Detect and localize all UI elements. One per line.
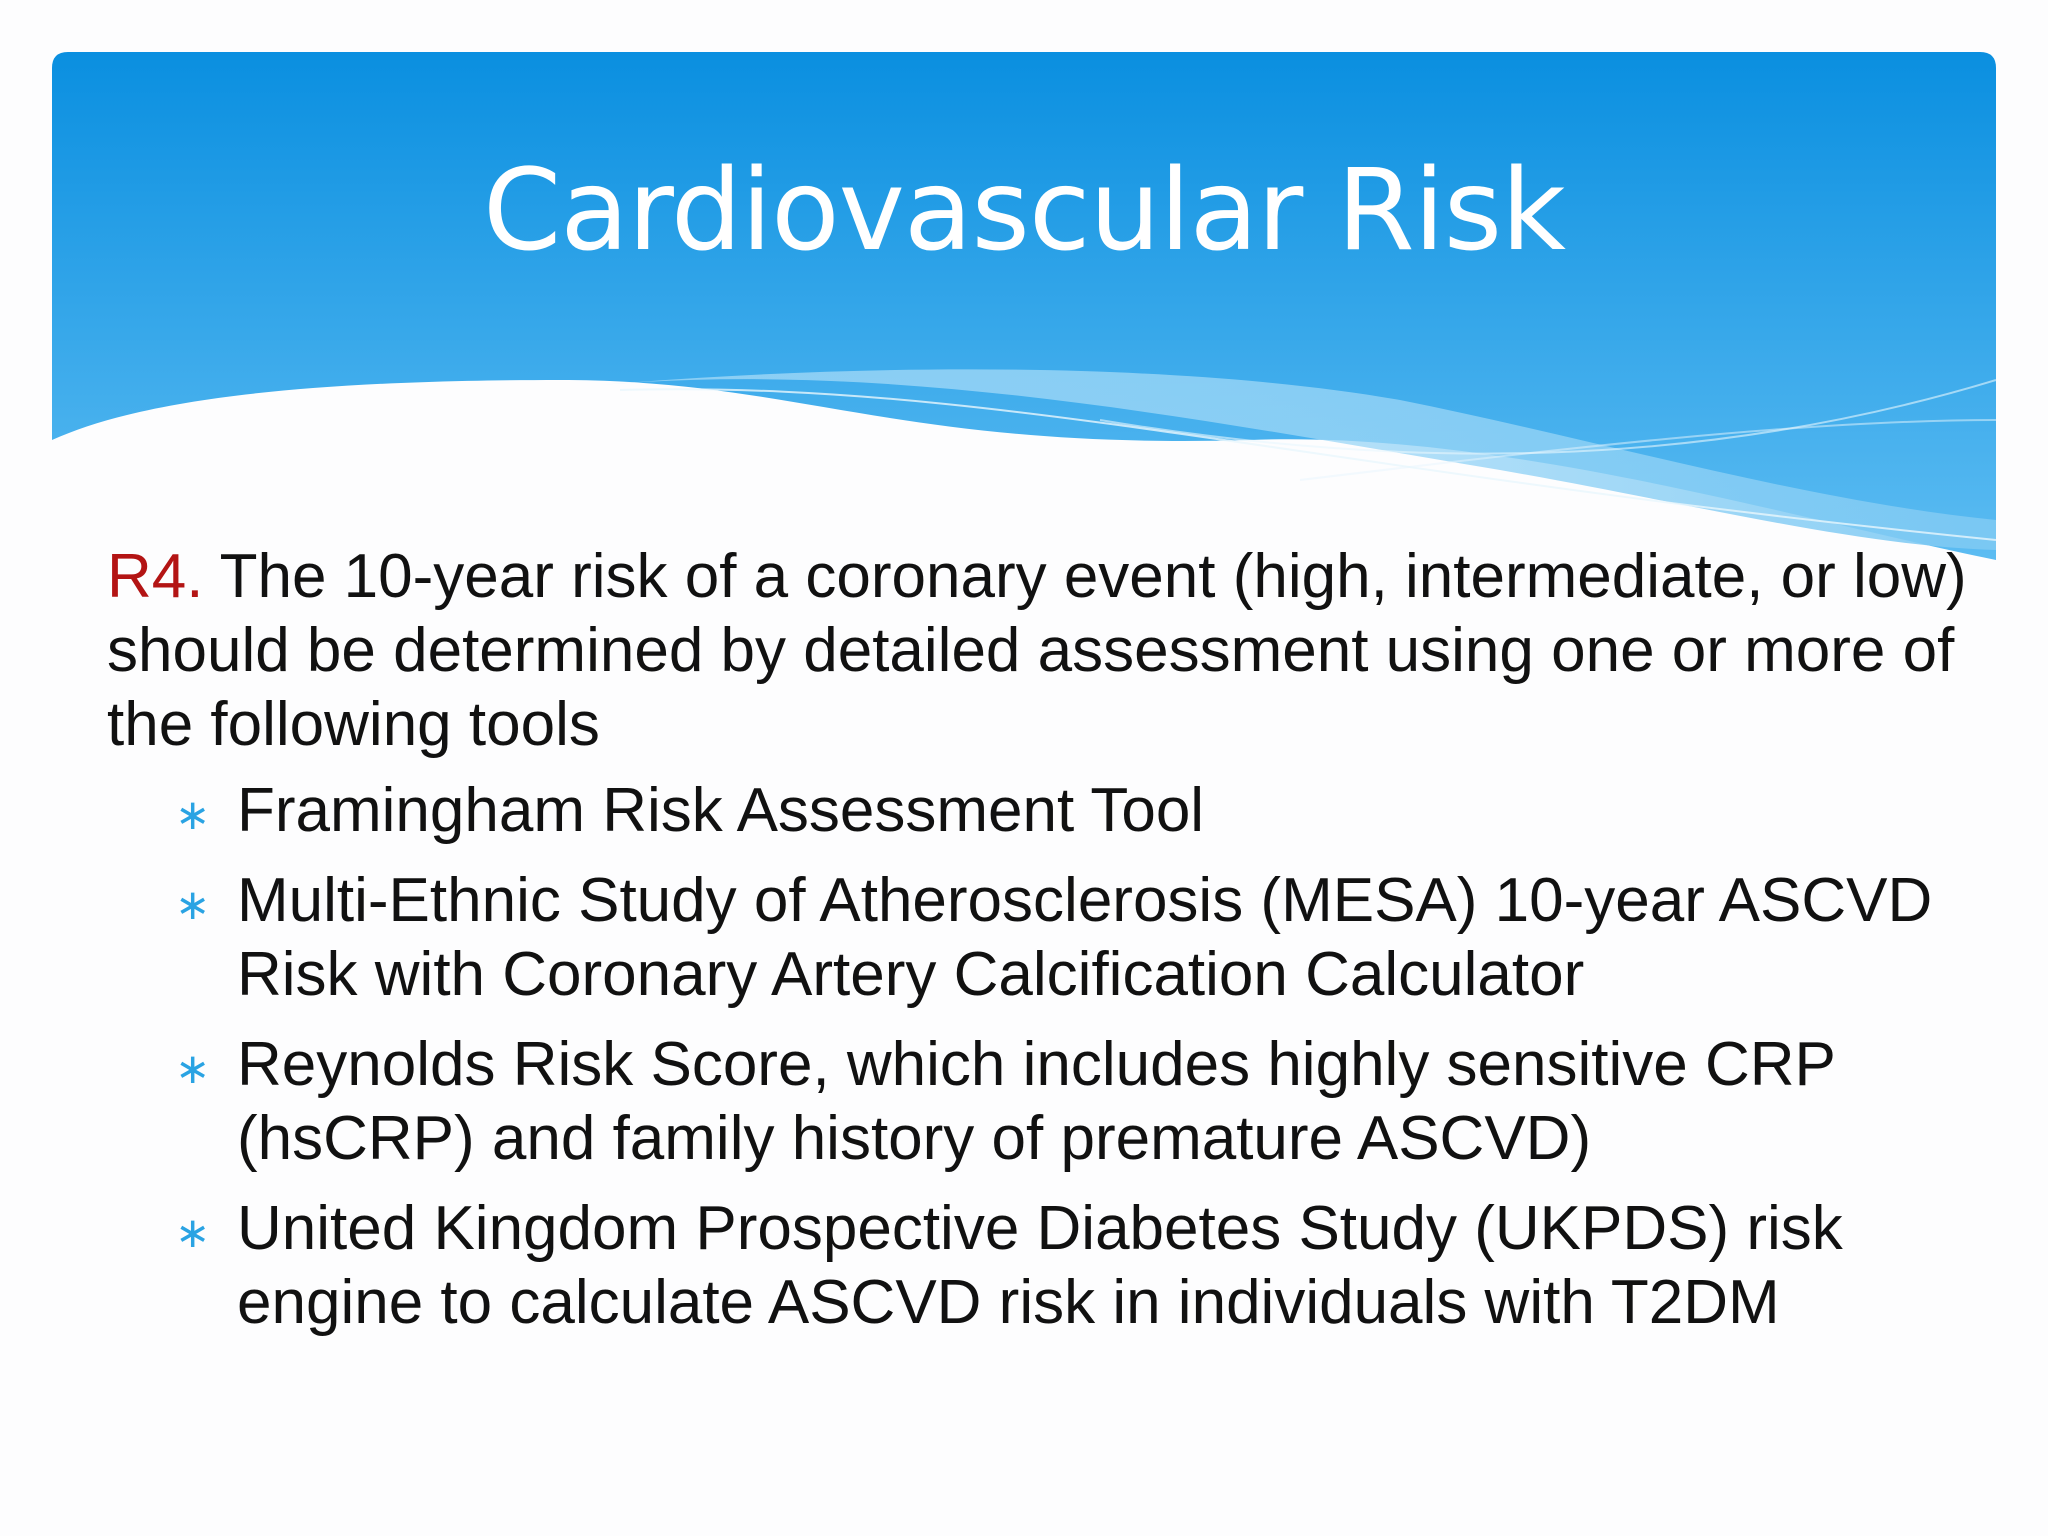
recommendation-id: R4. — [107, 542, 204, 611]
list-item-text: Reynolds Risk Score, which includes highly sensitive CRP (hsCRP) and family history of premature ASCVD) — [237, 1030, 1835, 1173]
list-item-text: United Kingdom Prospective Diabetes Study (UKPDS) risk engine to calculate ASCVD risk in individuals with T2DM — [237, 1194, 1843, 1337]
asterisk-bullet-icon: ∗ — [175, 1044, 211, 1093]
asterisk-bullet-icon: ∗ — [175, 790, 211, 839]
list-item — [107, 1192, 1987, 1340]
tools-list — [107, 774, 1987, 1340]
asterisk-bullet-icon: ∗ — [175, 880, 211, 929]
slide-body — [107, 540, 1987, 1356]
list-item-text: Multi-Ethnic Study of Atherosclerosis (MESA) 10-year ASCVD Risk with Coronary Artery Calcification Calculator — [237, 866, 1933, 1009]
list-item — [107, 1028, 1987, 1176]
list-item — [107, 774, 1987, 848]
header-banner — [0, 0, 2048, 600]
list-item-text: Framingham Risk Assessment Tool — [237, 776, 1205, 845]
asterisk-bullet-icon: ∗ — [175, 1208, 211, 1257]
recommendation-paragraph — [107, 540, 1987, 762]
recommendation-text: The 10-year risk of a coronary event (high, intermediate, or low) should be determined by detailed assessment using one or more of the following tools — [107, 542, 1967, 759]
list-item — [107, 864, 1987, 1012]
slide-title: Cardiovascular Risk — [482, 146, 1566, 276]
